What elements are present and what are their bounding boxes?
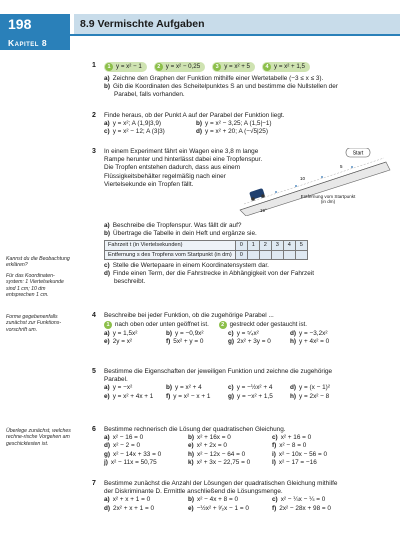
task-item: c) x² + 16 = 0 xyxy=(272,434,312,442)
table-header-distance: Entfernung s des Tropfens vom Startpunkt (in dm) xyxy=(105,250,236,259)
task-item: c) y = ⁵⁄₄x² xyxy=(228,330,259,338)
task-6-text: Bestimme rechnerisch die Lösung der quadratischen Gleichung. xyxy=(104,426,286,433)
task-item: e) y = x² + 4x + 1 xyxy=(104,392,154,400)
section-title: 8.9 Vermischte Aufgaben xyxy=(74,14,400,34)
task-3a: a) Beschreibe die Tropfenspur. Was fällt dir auf? xyxy=(104,222,242,229)
drop xyxy=(321,176,323,178)
task-5-text: Bestimme die Eigenschaften der jeweiligen Funktion und zeichne die zugehörige xyxy=(104,368,333,375)
task-item: g) x² − 14x + 33 = 0 xyxy=(104,450,162,458)
task-4-items xyxy=(104,330,392,346)
task-4-text: Beschreibe bei jeder Funktion, ob die zugehörige Parabel ... xyxy=(104,312,274,319)
function-pill-4: 4 y = x² + 1,5 xyxy=(262,62,310,72)
task-3-line: Flüssigkeitsbehälter regelmäßig nach einer xyxy=(104,172,226,180)
task-item: d) y = x² + 20; A (−√5|25) xyxy=(196,128,268,136)
task-item: a) y = −x² xyxy=(104,384,133,392)
task-item: e) 2y = x² xyxy=(104,338,133,346)
table-row: Entfernung s des Tropfens vom Startpunkt (in dm) 0 xyxy=(105,250,308,259)
table-header-time: Fahrzeit t (in Viertelsekunden) xyxy=(105,241,236,250)
distance-caption: Entfernung vom Startpunkt (in dm) xyxy=(300,194,356,205)
task-item: c) x² − ¼x − ¼ = 0 xyxy=(272,496,326,504)
task-item: e) −½x² + ³⁄₂x − 1 = 0 xyxy=(188,504,249,512)
task-item: b) x² + 16x = 0 xyxy=(188,434,231,442)
task-item: d) y = (x − 1)² xyxy=(290,384,330,392)
task-3d-cont: beschreibt. xyxy=(114,278,146,286)
margin-note-4: Überlege zunächst, welches rechne-rische Vorgehen am geschicktesten ist. xyxy=(6,428,71,447)
task-4 xyxy=(92,312,392,347)
task-item: g) 2x² + 3y = 0 xyxy=(228,338,271,346)
task-1a: a) Zeichne den Graphen der Funktion mithilfe einer Wertetabelle (−3 ≤ x ≤ 3). xyxy=(104,75,324,82)
task-number: 4 xyxy=(92,312,96,319)
margin-note-2: Für das Koordinaten-system: 1 Viertelsekunde sind 1 cm; 10 dm entsprechen 1 cm. xyxy=(6,273,64,299)
drop xyxy=(351,166,353,168)
task-item: k) x² + 3x − 22,75 = 0 xyxy=(188,458,251,466)
task-5-items xyxy=(104,384,392,400)
task-item: c) y = x² − 12; A (3|3) xyxy=(104,128,165,136)
task-item: l) x² − 17 = −16 xyxy=(272,458,317,466)
task-3d: d) Finde einen Term, der die Fahrstrecke in Abhängigkeit von der Fahrzeit xyxy=(104,270,314,278)
task-item: f) 5x² + y = 0 xyxy=(166,338,204,346)
task-number: 2 xyxy=(92,112,96,119)
task-item: a) y = 1,5x² xyxy=(104,330,138,338)
task-item: f) y = x² − x + 1 xyxy=(166,392,211,400)
task-6-items xyxy=(104,434,392,467)
task-1b: b) Gib die Koordinaten des Scheitelpunktes S an und bestimme die Nullstellen der xyxy=(104,83,338,91)
task-3-line: Viertelsekunde ein Tropfen fällt. xyxy=(104,180,194,188)
task-number: 6 xyxy=(92,426,96,433)
task-3-line: Die Tropfen entstehen dadurch, dass aus einem xyxy=(104,164,241,172)
task-3-line: In einem Experiment fährt ein Wagen eine 3,8 m lange xyxy=(104,148,259,155)
task-7 xyxy=(92,480,392,513)
task-6 xyxy=(92,426,392,467)
task-item: f) 2x² − 28x + 98 = 0 xyxy=(272,504,331,512)
task-item: b) y = −0,9x² xyxy=(166,330,204,338)
tick-label-5: 5 xyxy=(340,164,343,169)
task-7-text-cont: der Diskriminante D. Ermittle anschließend die Lösungsmenge. xyxy=(104,488,283,496)
task-item: h) y = 2x² − 8 xyxy=(290,392,330,400)
page-header xyxy=(0,0,400,34)
task-item: b) x² − 4x + 8 = 0 xyxy=(188,496,239,504)
task-number: 7 xyxy=(92,480,96,487)
task-2-text: Finde heraus, ob der Punkt A auf der Parabel der Funktion liegt. xyxy=(104,112,285,119)
function-pill-1: 1 y = x² − 1 xyxy=(104,62,147,72)
option-2: 2 gestreckt oder gestaucht ist. xyxy=(219,320,307,330)
task-number: 3 xyxy=(92,148,96,155)
function-pill-2: 2 y = x² − 0,25 xyxy=(154,62,205,72)
page-number: 198 xyxy=(0,14,70,34)
task-number: 1 xyxy=(92,62,96,69)
ramp-illustration xyxy=(236,148,394,216)
task-3b: b) Übertrage die Tabelle in dein Heft und ergänze sie. xyxy=(104,230,257,238)
cart-wheel xyxy=(261,194,265,198)
task-7-items xyxy=(104,496,392,512)
option-1: 1 nach oben oder unten geöffnet ist. xyxy=(104,320,209,330)
task-7-text: Bestimme zunächst die Anzahl der Lösungen der quadratischen Gleichung mithilfe xyxy=(104,480,338,487)
drop xyxy=(275,191,277,193)
start-label: Start xyxy=(352,150,364,157)
tick-label-10: 10 xyxy=(300,176,306,181)
function-pills xyxy=(104,62,392,72)
task-1 xyxy=(92,62,392,100)
task-item: b) y = x² − 3,25; A (1,5|−1) xyxy=(196,120,272,128)
task-3 xyxy=(92,148,263,189)
angle-label: 19° xyxy=(260,208,267,213)
task-item: a) x² + x + 1 = 0 xyxy=(104,496,151,504)
task-number: 5 xyxy=(92,368,96,375)
task-item: a) x² − 16 = 0 xyxy=(104,434,144,442)
task-item: d) 2x² + x + 1 = 0 xyxy=(104,504,155,512)
task-item: d) x² − 2 = 0 xyxy=(104,442,141,450)
cart-wheel xyxy=(251,197,255,201)
task-2-items xyxy=(104,120,392,136)
ramp-svg xyxy=(236,148,394,216)
task-3-parts xyxy=(104,222,392,286)
margin-note-3: Forme gegebenenfalls zunächst zur Funktions-vorschrift um. xyxy=(6,314,62,333)
task-2 xyxy=(92,112,392,137)
task-item: h) x² − 12x − 64 = 0 xyxy=(188,450,246,458)
task-item: h) y + 4x² = 0 xyxy=(290,338,330,346)
task-item: b) y = x² + 4 xyxy=(166,384,202,392)
task-5-text-cont: Parabel. xyxy=(104,376,128,384)
task-item: f) x² − 8 = 0 xyxy=(272,442,307,450)
task-3c: c) Stelle die Wertepaare in einem Koordinatensystem dar. xyxy=(104,261,269,269)
task-item: c) y = −½x² + 4 xyxy=(228,384,273,392)
chapter-tab: Kapitel 8 xyxy=(0,36,70,50)
task-item: d) y = −3,2x² xyxy=(290,330,328,338)
table-row: Fahrzeit t (in Viertelsekunden) 0 1 2 3 4 5 xyxy=(105,241,308,250)
task-item: j) x² − 11x = 50,75 xyxy=(104,458,157,466)
task-4-options xyxy=(104,320,392,330)
task-5 xyxy=(92,368,392,401)
task-item: g) y = −x² + 1,5 xyxy=(228,392,273,400)
function-pill-3: 3 y = x² + 5 xyxy=(212,62,255,72)
margin-note-1: Kannst du die Beobachtung erklären? xyxy=(6,256,70,269)
task-item: a) y = x²; A (1,9|3,9) xyxy=(104,120,162,128)
drop xyxy=(295,185,297,187)
task-3-line: Rampe herunter und hinterlässt dabei eine Tropfenspur. xyxy=(104,156,263,164)
task-item: i) x² − 10x − 56 = 0 xyxy=(272,450,328,458)
drop-table xyxy=(104,240,308,259)
task-item: e) x² + 2x = 0 xyxy=(188,442,227,450)
task-1b-cont: Parabel, falls vorhanden. xyxy=(114,91,185,99)
